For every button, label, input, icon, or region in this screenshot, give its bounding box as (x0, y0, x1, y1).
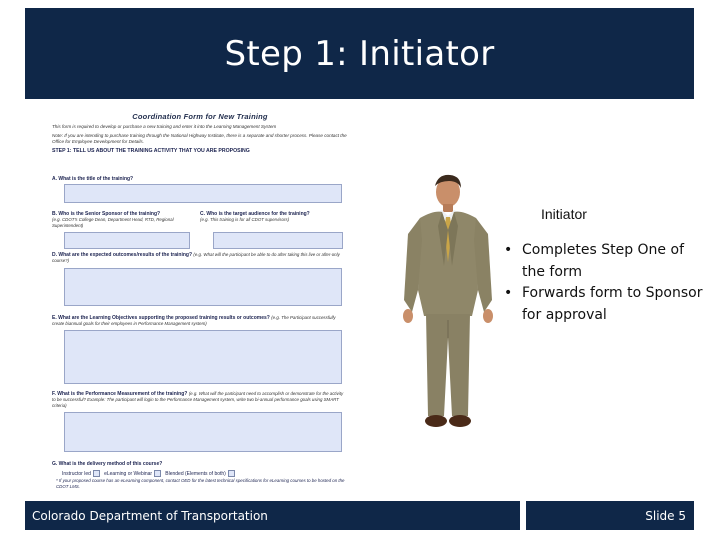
bullet-list (498, 240, 708, 326)
coordination-form-image (48, 110, 352, 500)
question-d: D. What are the expected outcomes/results of the training? (e.g. What will the participant be able to do after taking this live or after-only course?) (52, 252, 340, 263)
field-c (213, 232, 343, 249)
bullet-item (498, 240, 708, 283)
question-g: G. What is the delivery method of this course? (52, 461, 163, 467)
footer-organization-text: Colorado Department of Transportation (32, 508, 268, 523)
title-bar (25, 8, 694, 99)
form-note: Note: If you are intending to purchase training through the National Highway Institute, there is a separate and shorter process. Please contact the Office for Employee Development for Details. (52, 133, 347, 144)
field-f (64, 412, 342, 452)
field-d (64, 268, 342, 306)
delivery-note: * If your proposed course has an eLearning component, contact OED for the latest technical specifications for eLearning courses to be hosted on the CDOT LMS. (56, 478, 345, 489)
question-b: B. Who is the Senior Sponsor of the training? (e.g. CDOT's College Dean, Department Head, RTD, Regional Superintendent) (52, 211, 174, 228)
bullet-dot: • (504, 285, 513, 301)
footer-slide-number (526, 501, 694, 530)
bullet-dot: • (504, 242, 513, 258)
delivery-options: Instructor led eLearning or Webinar Blended (Elements of both) (62, 470, 348, 477)
form-title: Coordination Form for New Training (132, 112, 268, 121)
field-b (64, 232, 190, 249)
field-a (64, 184, 342, 203)
slide-title: Step 1: Initiator (224, 33, 495, 74)
question-e: E. What are the Learning Objectives supporting the proposed training results or outcomes? (e.g. The Participant successfully create biannual goals for their employees in Performance Management system) (52, 315, 336, 326)
question-c: C. Who is the target audience for the training? (e.g. This training is for all CDOT supervisors) (200, 211, 310, 222)
slide-number-text: Slide 5 (645, 508, 686, 523)
initiator-label: Initiator (541, 206, 587, 222)
businessman-image (398, 170, 496, 432)
form-intro: This form is required to develop or purchase a new training and enter it into the Learning Management System (52, 124, 277, 129)
bullet-text: Forwards form to Sponsor for approval (522, 285, 703, 323)
bullet-item (498, 283, 708, 326)
question-a: A. What is the title of the training? (52, 176, 134, 182)
question-f: F. What is the Performance Measurement of the training? (e.g. What will the participant need to accomplish or demonstrate for the activity to be successful? Example: The participant will login to the Performance Management system, write two bi-annual performance goals using SMART criteria) (52, 391, 344, 408)
form-step-heading: STEP 1: TELL US ABOUT THE TRAINING ACTIVITY THAT YOU ARE PROPOSING (52, 148, 250, 154)
field-e (64, 330, 342, 384)
footer-organization (25, 501, 520, 530)
bullet-text: Completes Step One of the form (522, 242, 684, 280)
